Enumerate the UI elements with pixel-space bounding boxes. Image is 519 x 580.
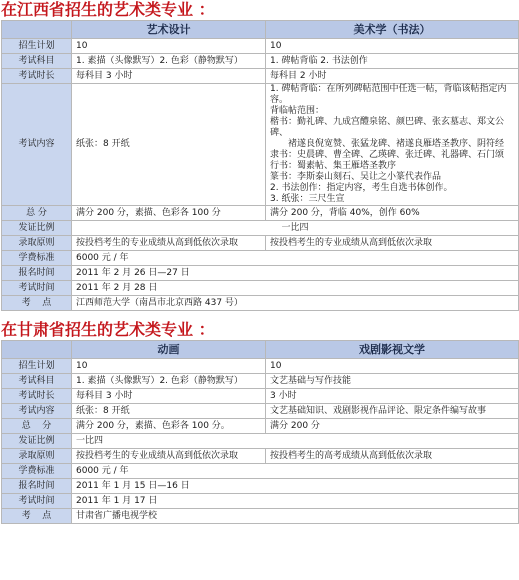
- cell-content-b: [266, 84, 519, 206]
- row-label-subjects: 考试科目: [2, 374, 72, 389]
- cell-venue: 甘肃省广播电视学校: [72, 509, 519, 524]
- row-label-content: 考试内容: [2, 84, 72, 206]
- cell-fee: 6000 元 / 年: [72, 251, 519, 266]
- content-line: 篆书：李斯泰山刻石、吴让之小篆代表作品: [270, 172, 442, 182]
- cell-duration-a: 每科目 3 小时: [72, 69, 266, 84]
- cell-content-a: 纸张：8 开纸: [72, 84, 266, 206]
- cell-plan-b: 10: [266, 359, 519, 374]
- cell-plan-a: 10: [72, 359, 266, 374]
- table-header-row: [2, 21, 519, 39]
- content-line: 褚遂良倪宽赞、张猛龙碑、褚遂良雁塔圣教序、阴符经: [288, 139, 505, 149]
- cell-subjects-b: 文艺基础与写作技能: [266, 374, 519, 389]
- row-label-plan: 招生计划: [2, 359, 72, 374]
- column-header-art-design: 艺术设计: [72, 21, 266, 39]
- row-label-register: 报名时间: [2, 266, 72, 281]
- table-row: [2, 404, 519, 419]
- table-row: [2, 479, 519, 494]
- table-row: [2, 69, 519, 84]
- row-label-plan: 招生计划: [2, 39, 72, 54]
- table-row: [2, 39, 519, 54]
- cell-duration-a: 每科目 3 小时: [72, 389, 266, 404]
- gansu-section-title: 在甘肃省招生的艺术类专业 ：: [1, 320, 215, 339]
- content-line: 隶书：史晨碑、曹全碑、乙瑛碑、张迁碑、礼器碑、石门颂: [270, 150, 505, 160]
- table-row: [2, 281, 519, 296]
- cell-admission-a: 按投档考生的专业成绩从高到低依次录取: [72, 449, 266, 464]
- table-row: [2, 374, 519, 389]
- row-label-duration: 考试时长: [2, 69, 72, 84]
- content-line: 楷书：勤礼碑、九成宫醴泉铭、颜巴碑、张玄墓志、郑文公碑、: [270, 117, 505, 138]
- cell-plan-b: 10: [266, 39, 519, 54]
- cell-total-a: 满分 200 分，素描、色彩各 100 分: [72, 206, 266, 221]
- cell-ratio: 一比四: [72, 434, 519, 449]
- table-row: [2, 206, 519, 221]
- row-label-admission: 录取原则: [2, 449, 72, 464]
- table-row: [2, 449, 519, 464]
- row-label-subjects: 考试科目: [2, 54, 72, 69]
- table-row: [2, 419, 519, 434]
- row-label-admission: 录取原则: [2, 236, 72, 251]
- content-line: 2. 书法创作：指定内容，考生自选书体创作。: [270, 183, 453, 193]
- row-label-total: 总 分: [2, 419, 72, 434]
- cell-total-b: 满分 200 分，背临 40%，创作 60%: [266, 206, 519, 221]
- row-label-content: 考试内容: [2, 404, 72, 419]
- cell-plan-a: 10: [72, 39, 266, 54]
- table-row: [2, 296, 519, 311]
- table-row: [2, 84, 519, 206]
- column-header-animation: 动画: [72, 341, 266, 359]
- cell-exam-time: 2011 年 2 月 28 日: [72, 281, 519, 296]
- row-label-exam-time: 考试时间: [2, 281, 72, 296]
- header-corner: [2, 21, 72, 39]
- table-row: [2, 389, 519, 404]
- calligraphy-content-lines: [270, 84, 514, 205]
- row-label-register: 报名时间: [2, 479, 72, 494]
- cell-register: 2011 年 2 月 26 日—27 日: [72, 266, 519, 281]
- row-label-duration: 考试时长: [2, 389, 72, 404]
- cell-total-a: 满分 200 分，素描、色彩各 100 分。: [72, 419, 266, 434]
- cell-venue: 江西师范大学（南昌市北京西路 437 号）: [72, 296, 519, 311]
- cell-content-b: 文艺基础知识、戏剧影视作品评论、限定条件编写故事: [266, 404, 519, 419]
- cell-admission-b: 按投档考生的专业成绩从高到低依次录取: [266, 236, 519, 251]
- jiangxi-section-title: 在江西省招生的艺术类专业 ：: [1, 0, 215, 19]
- table-row: [2, 494, 519, 509]
- cell-subjects-a: 1. 素描（头像默写）2. 色彩（静物默写）: [72, 54, 266, 69]
- cell-ratio: 一比四: [72, 221, 519, 236]
- content-line: 背临帖范围：: [270, 106, 325, 116]
- row-label-exam-time: 考试时间: [2, 494, 72, 509]
- jiangxi-table: [1, 20, 519, 311]
- table-row: [2, 54, 519, 69]
- row-label-fee: 学费标准: [2, 251, 72, 266]
- table-row: [2, 266, 519, 281]
- gansu-table: [1, 340, 519, 524]
- cell-exam-time: 2011 年 1 月 17 日: [72, 494, 519, 509]
- row-label-venue: 考 点: [2, 296, 72, 311]
- cell-duration-b: 3 小时: [266, 389, 519, 404]
- cell-total-b: 满分 200 分: [266, 419, 519, 434]
- cell-admission-a: 按投档考生的专业成绩从高到低依次录取: [72, 236, 266, 251]
- table-row: [2, 359, 519, 374]
- row-label-fee: 学费标准: [2, 464, 72, 479]
- cell-subjects-b: 1. 碑帖背临 2. 书法创作: [266, 54, 519, 69]
- content-line: 行书：蜀素帖、集王雁塔圣教序: [270, 161, 397, 171]
- content-line: 3. 纸张：三尺生宣: [270, 194, 345, 204]
- column-header-calligraphy: 美术学（书法）: [266, 21, 519, 39]
- row-label-venue: 考 点: [2, 509, 72, 524]
- cell-subjects-a: 1. 素描（头像默写）2. 色彩（静物默写）: [72, 374, 266, 389]
- table-row: [2, 251, 519, 266]
- cell-fee: 6000 元 / 年: [72, 464, 519, 479]
- table-row: [2, 434, 519, 449]
- header-corner: [2, 341, 72, 359]
- table-row: [2, 464, 519, 479]
- content-line: 1. 碑帖背临：在所列碑帖范围中任选一帖，背临该帖指定内容。: [270, 84, 507, 105]
- cell-content-a: 纸张：8 开纸: [72, 404, 266, 419]
- table-header-row: [2, 341, 519, 359]
- row-label-total: 总 分: [2, 206, 72, 221]
- row-label-ratio: 发证比例: [2, 434, 72, 449]
- cell-admission-b: 按投档考生的高考成绩从高到低依次录取: [266, 449, 519, 464]
- table-row: [2, 221, 519, 236]
- table-row: [2, 236, 519, 251]
- table-row: [2, 509, 519, 524]
- column-header-drama-film-literature: 戏剧影视文学: [266, 341, 519, 359]
- row-label-ratio: 发证比例: [2, 221, 72, 236]
- cell-duration-b: 每科目 2 小时: [266, 69, 519, 84]
- cell-register: 2011 年 1 月 15 日—16 日: [72, 479, 519, 494]
